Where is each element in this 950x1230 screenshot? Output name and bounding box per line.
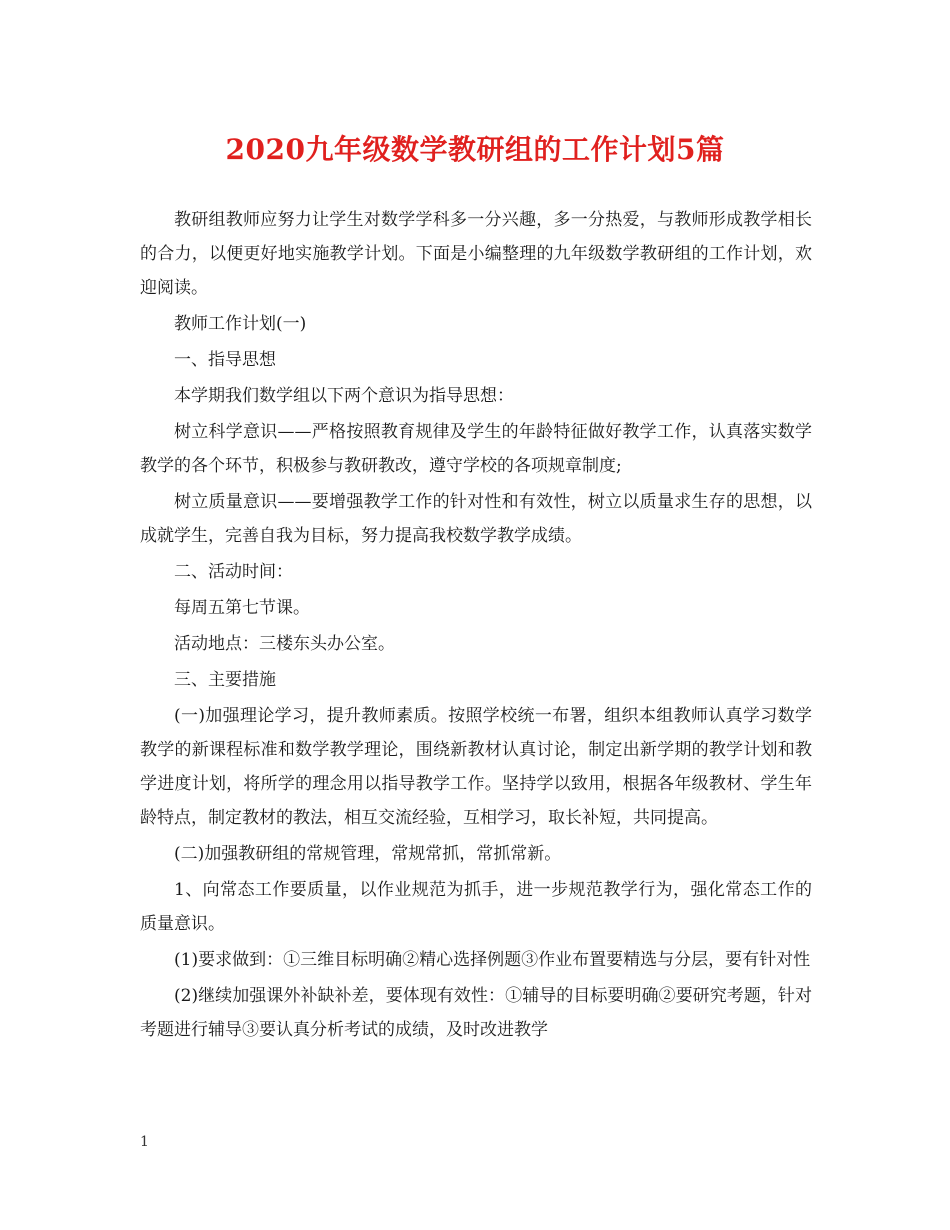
section-heading-activity-time: 二、活动时间：: [174, 562, 293, 582]
section-heading-plan-1: 教师工作计划(一): [174, 314, 307, 334]
intro-paragraph: 教研组教师应努力让学生对数学学科多一分兴趣，多一分热爱，与教师形成教学相长的合力，以便更好地实施教学计划。下面是小编整理的九年级数学教研组的工作计划，欢迎阅读。: [140, 210, 812, 298]
body-paragraph: 活动地点：三楼东头办公室。: [174, 634, 395, 654]
section-heading-main-measures: 三、主要措施: [174, 670, 276, 690]
body-paragraph: (二)加强教研组的常规管理，常规常抓，常抓常新。: [174, 844, 562, 864]
body-paragraph: 树立质量意识——要增强教学工作的针对性和有效性，树立以质量求生存的思想，以成就学生，完善自我为目标，努力提高我校数学教学成绩。: [140, 492, 812, 546]
document-body: [140, 203, 812, 1049]
body-paragraph: 每周五第七节课。: [174, 598, 310, 618]
body-paragraph: (2)继续加强课外补缺补差，要体现有效性：①辅导的目标要明确②要研究考题，针对考题进行辅导③要认真分析考试的成绩，及时改进教学: [140, 986, 812, 1040]
body-paragraph: (一)加强理论学习，提升教师素质。按照学校统一布署，组织本组教师认真学习数学教学的新课程标准和数学教学理论，围绕新教材认真讨论，制定出新学期的教学计划和教学进度计划，将所学的理念用以指导教学工作。坚持学以致用，根据各年级教材、学生年龄特点，制定教材的教法，相互交流经验，互相学习，取长补短，共同提高。: [140, 706, 812, 828]
section-heading-guiding-thought: 一、指导思想: [174, 350, 276, 370]
body-paragraph: 树立科学意识——严格按照教育规律及学生的年龄特征做好教学工作，认真落实数学教学的各个环节，积极参与教研教改，遵守学校的各项规章制度;: [140, 422, 812, 476]
page-number: 1: [140, 1134, 149, 1150]
body-paragraph: 本学期我们数学组以下两个意识为指导思想：: [174, 386, 514, 406]
document-title: 2020九年级数学教研组的工作计划5篇: [225, 133, 725, 166]
body-paragraph: (1)要求做到：①三维目标明确②精心选择例题③作业布置要精选与分层，要有针对性: [174, 950, 811, 970]
body-paragraph: 1、向常态工作要质量，以作业规范为抓手，进一步规范教学行为，强化常态工作的质量意识。: [140, 880, 812, 934]
